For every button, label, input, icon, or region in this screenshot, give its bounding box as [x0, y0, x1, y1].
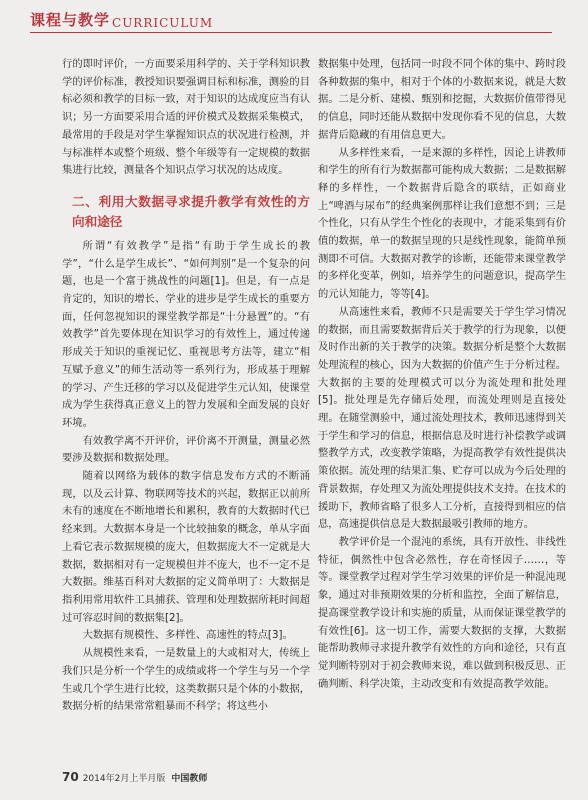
paragraph: 所谓“有效教学”是指“有助于学生成长的教学”，“什么是学生成长”、“如何判别”是一个复杂的问题，也是一个富于挑战性的问题[1]。但是，有一点是肯定的，知识的增长、学业的进步是学生成长的重要方面，任何忽视知识的课堂教学都是“十分悬置”的。“有效教学”首先要体现在知识学习的有效性上，通过传递形成关于知识的重视记忆、重视思考方法等，建立“相互赋予意义”的师生活动等一系列行为，形成基于理解的学习、产生迁移的学习以及促进学生元认知，使课堂成为学生获得真正意义上的智力发展和全面发展的良好环境。 [62, 239, 310, 429]
paragraph: 数据集中处理，包括同一时段不同个体的集中、跨时段各种数据的集中，相对于个体的小数据来说，就是大数据。二是分析、建模、甄别和挖掘，大数据价值带得见的信息，同时还能从数据中发现你看不见的信息，大数据背后隐藏的有用信息更大。 [318, 58, 566, 141]
paragraph: 从高速性来看，教师不只是需要关于学生学习情况的数据，而且需要数据背后关于教学的行为现象，以便及时作出新的关于教学的决策。数据分析是整个大数据处理流程的核心，因为大数据的价值产生于分析过程。大数据的主要的处理模式可以分为流处理和批处理[5]。批处理是先存储后处理，而流处理则是直接处理。在随堂测验中，通过流处理技术，教师迅速得到关于学生和学习的信息，根据信息及时进行补偿教学或调整教学方式，改变教学策略，为提高教学有效性提供决策依据。流处理的结果汇集、贮存可以成为今后处理的背景数据，存处理又为流处理提供技术支持。在技术的援助下，教师省略了很多人工分析，直接得到相应的信息，高速提供信息是大数据最吸引教师的地方。 [318, 305, 566, 531]
page-number: 70 [62, 770, 79, 784]
issue-date: 2014年2月上半月版 [82, 774, 166, 784]
paragraph: 行的即时评价，一方面要采用科学的、关于学科知识教学的评价标准，教授知识要强调目标和标准，测验的目标必须和教学的目标一致，对于知识的达成度应当有认识；另一方面要采用合适的评价模式及数据采集模式，最常用的手段是对学生掌握知识点的状况进行检测，并与标准样本或整个班级、整个年级等有一定规模的数据集进行比较，测量各个知识点学习状况的达成度。 [62, 58, 310, 177]
left-column [62, 56, 310, 716]
right-column [318, 56, 566, 693]
section-heading: 二、利用大数据寻求提升教学有效性的方向和途径 [72, 193, 310, 229]
paragraph: 大数据有规模性、多样性、高速性的特点[3]。 [82, 629, 293, 642]
paragraph: 随着以网络为载体的数字信息发布方式的不断涌现，以及云计算、物联网等技术的兴起，数据正以前所未有的速度在不断地增长和累积，教育的大数据时代已经来到。大数据本身是一个比较抽象的概念，单从字面上看它表示数据规模的庞大，但数据庞大不一定就是大数据，数据相对有一定规模但并不庞大，也不一定不是大数据。维基百科对大数据的定义简单明了：大数据是指利用常用软件工具捕获、管理和处理数据所耗时间超过可容忍时间的数据集[2]。 [62, 470, 310, 624]
paragraph: 从多样性来看，一是来源的多样性，因论上讲教师和学生的所有行为数据都可能构成大数据；二是数据解释的多样性，一个数据背后隐含的联结，正如商业上“啤酒与尿布”的经典案例那样让我们意想不到；三是个性化，只有从学生个性化的表现中，才能采集到有价值的数据，单一的数据呈现的只是线性现象，能简单预测即不可信。大数据对教学的诊断，还能带来课堂教学的多样化变革，例如，培养学生的问题意识，提高学生的元认知能力，等等[4]。 [318, 146, 566, 301]
running-header [30, 6, 213, 30]
paragraph: 教学评价是一个混沌的系统，具有开放性、非线性特征，偶然性中包含必然性，存在奇怪因子……，等等。课堂教学过程对学生学习效果的评价是一种混沌现象，通过对非预期效果的分析和监控，全面了解信息，提高课堂教学设计和实施的质量，从而保证课堂教学的有效性[6]。这一切工作，需要大数据的支撑，大数据能帮助教师寻求提升教学有效性的方向和途径，只有直觉判断特别对于初会教师来说，难以做到积极反思、正确判断、科学决策，主动改变和有效提高教学效能。 [318, 535, 566, 690]
header-rule [30, 32, 552, 33]
header-title-en: CURRICULUM [112, 16, 214, 30]
paragraph: 有效教学离不开评价，评价离不开测量，测量必然要涉及数据和数据处理。 [62, 434, 310, 465]
paragraph: 从规模性来看，一是数量上的大或相对大，传统上我们只是分析一个学生的成绩或将一个学生与另一个学生或几个学生进行比较，这类数据只是个体的小数据，数据分析的结果常常粗暴而不科学；将这些小 [62, 647, 310, 713]
header-title-cn: 课程与教学 [30, 11, 111, 29]
publication-name: 中国教师 [171, 774, 208, 784]
page-footer [62, 770, 207, 784]
